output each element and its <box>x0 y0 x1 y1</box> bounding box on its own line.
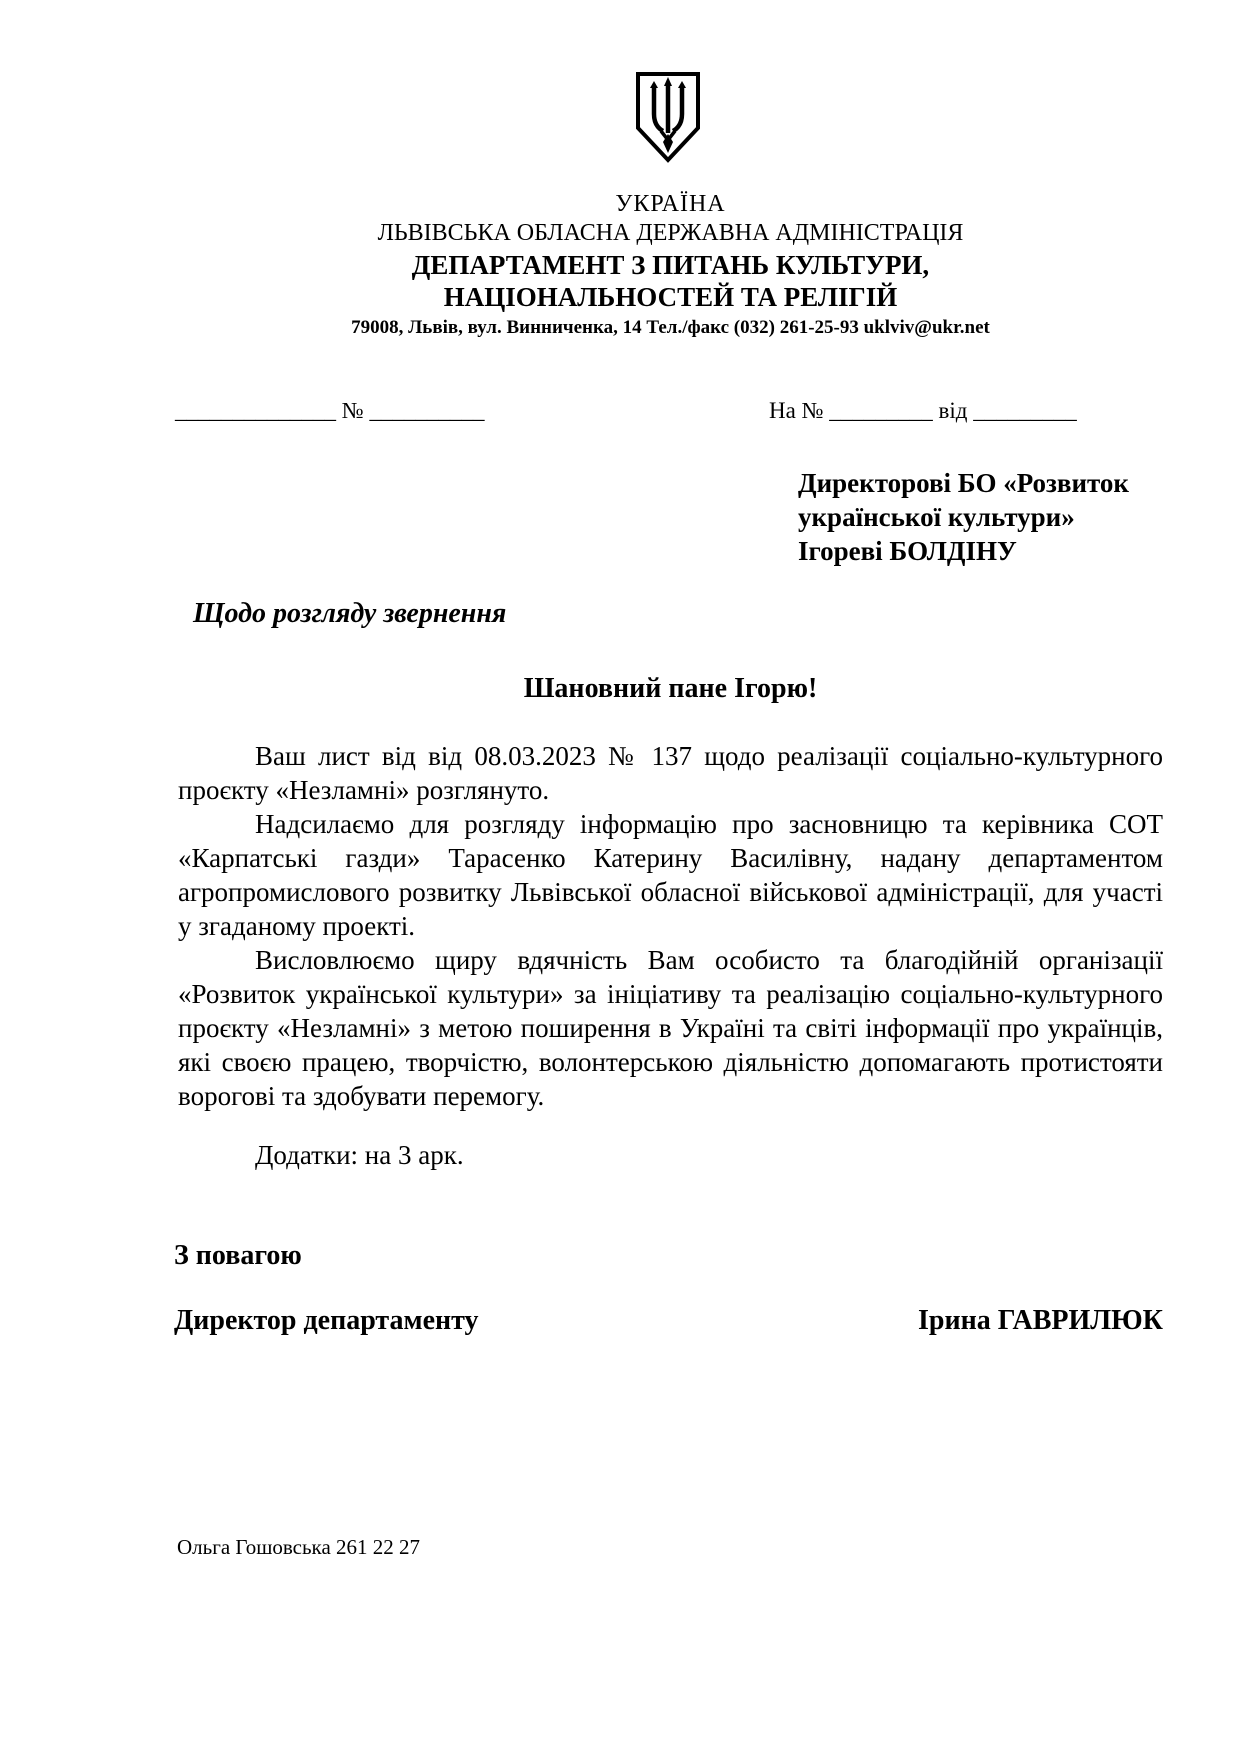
letterhead-administration: ЛЬВІВСЬКА ОБЛАСНА ДЕРЖАВНА АДМІНІСТРАЦІЯ <box>377 220 964 246</box>
letter-body <box>178 739 1163 1113</box>
ukraine-trident-emblem <box>634 70 702 164</box>
body-paragraph-2: Надсилаємо для розгляду інформацію про засновницю та керівника СОТ «Карпатські газди» Тарасенко Катерину Василівну, надану департаментом агропромислового розвитку Львівської обласної військової адміністрації, для участі у згаданому проекті. <box>178 809 1163 941</box>
incoming-number-blank: На № _________ від _________ <box>769 398 1077 423</box>
letterhead-country: УКРАЇНА <box>615 191 726 217</box>
salutation: Шановний пане Ігорю! <box>523 673 818 704</box>
letterhead-department-line1: ДЕПАРТАМЕНТ З ПИТАНЬ КУЛЬТУРИ, <box>411 250 930 280</box>
subject-line: Щодо розгляду звернення <box>193 598 507 629</box>
signatory-name: Ірина ГАВРИЛЮК <box>918 1305 1163 1336</box>
letterhead-contact: 79008, Львів, вул. Винниченка, 14 Тел./факс (032) 261-25-93 uklviv@ukr.net <box>351 317 990 338</box>
signature-row <box>174 1305 1163 1337</box>
outgoing-number-blank: ______________ № __________ <box>175 398 485 423</box>
addressee-block <box>798 466 1129 568</box>
closing-respectfully: З повагою <box>174 1240 302 1271</box>
body-paragraph-3: Висловлюємо щиру вдячність Вам особисто та благодійній організації «Розвиток української культури» за ініціативу та реалізацію соціально-культурного проєкту «Незламні» з метою поширення в Україні та світі інформації про українців, які своєю працею, творчістю, волонтерською діяльністю допомагають протистояти ворогові та здобувати перемогу. <box>178 945 1163 1111</box>
executor-footer: Ольга Гошовська 261 22 27 <box>177 1535 421 1559</box>
body-paragraph-1: Ваш лист від від 08.03.2023 № 137 щодо реалізації соціально-культурного проєкту «Незламні» розглянуто. <box>178 741 1163 805</box>
addressee-line-2: української культури» <box>798 502 1075 532</box>
attachments-note: Додатки: на 3 арк. <box>255 1140 464 1170</box>
addressee-line-1: Директорові БО «Розвиток <box>798 468 1129 498</box>
addressee-line-3: Ігореві БОЛДІНУ <box>798 536 1017 566</box>
letterhead-department-line2: НАЦІОНАЛЬНОСТЕЙ ТА РЕЛІГІЙ <box>443 282 898 312</box>
signatory-title: Директор департаменту <box>174 1305 479 1336</box>
